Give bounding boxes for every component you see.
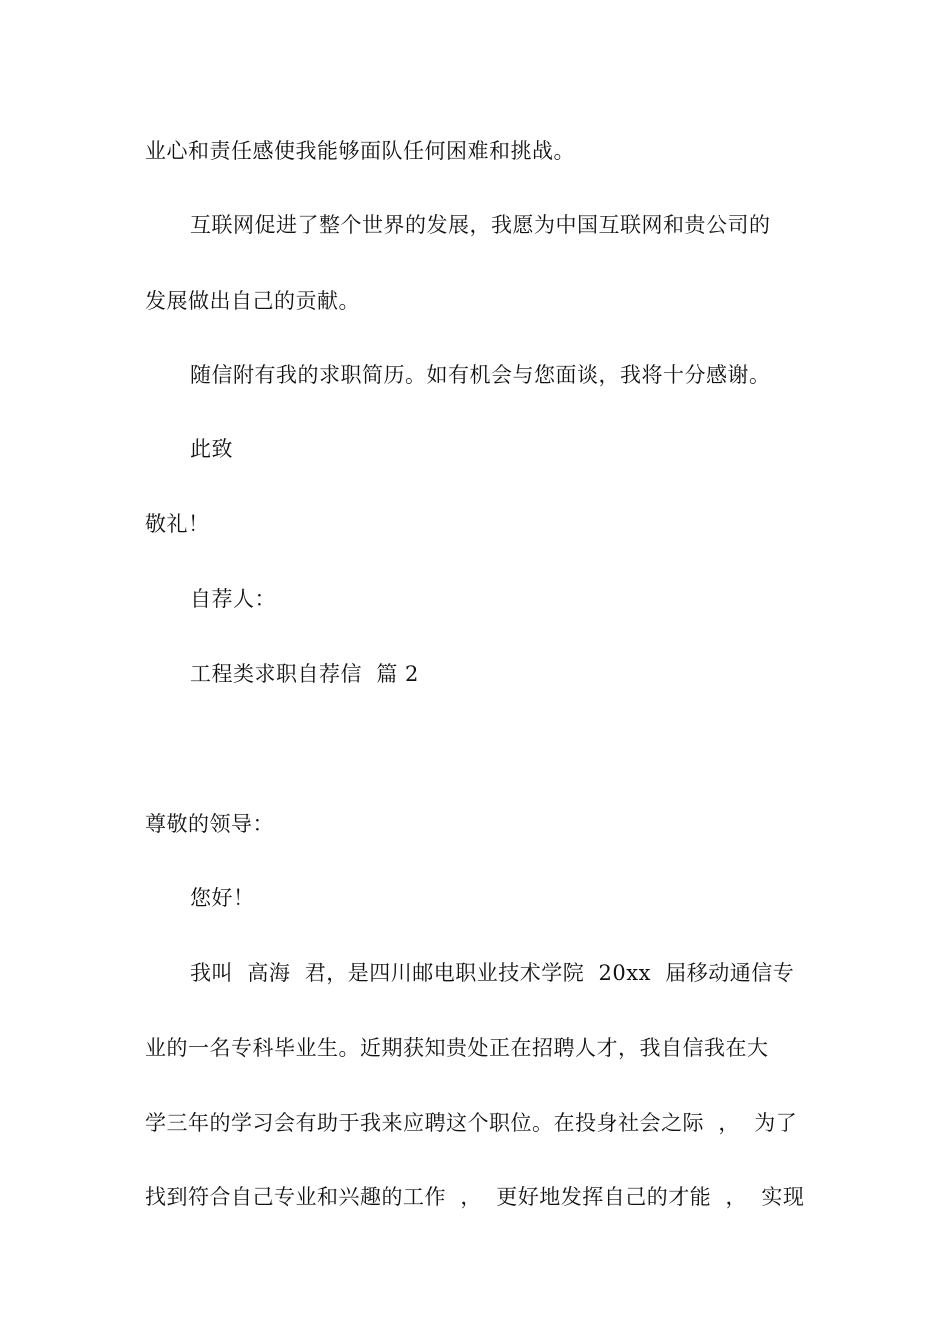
text-line: 我叫 高海 君，是四川邮电职业技术学院 20xx 届移动通信专	[190, 961, 795, 985]
section-heading: 工程类求职自荐信 篇 2	[190, 662, 419, 686]
text-line: 发展做出自己的贡献。	[145, 289, 360, 313]
text-line: 此致	[190, 437, 233, 461]
text-line: 业的一名专科毕业生。近期获知贵处正在招聘人才，我自信我在大	[145, 1036, 769, 1060]
text-line: 随信附有我的求职简历。如有机会与您面谈，我将十分感谢。	[190, 363, 771, 387]
text-line: 找到符合自己专业和兴趣的工作 ， 更好地发挥自己的才能 ， 实现	[145, 1185, 805, 1209]
greeting: 您好！	[190, 886, 255, 910]
salutation: 尊敬的领导：	[145, 812, 274, 836]
text-line: 互联网促进了整个世界的发展，我愿为中国互联网和贵公司的	[190, 213, 771, 237]
text-line: 自荐人：	[190, 587, 276, 611]
text-line: 敬礼！	[145, 512, 210, 536]
text-line: 业心和责任感使我能够面队任何困难和挑战。	[145, 139, 575, 163]
text-line: 学三年的学习会有助于我来应聘这个职位。在投身社会之际 ， 为了	[145, 1111, 798, 1135]
